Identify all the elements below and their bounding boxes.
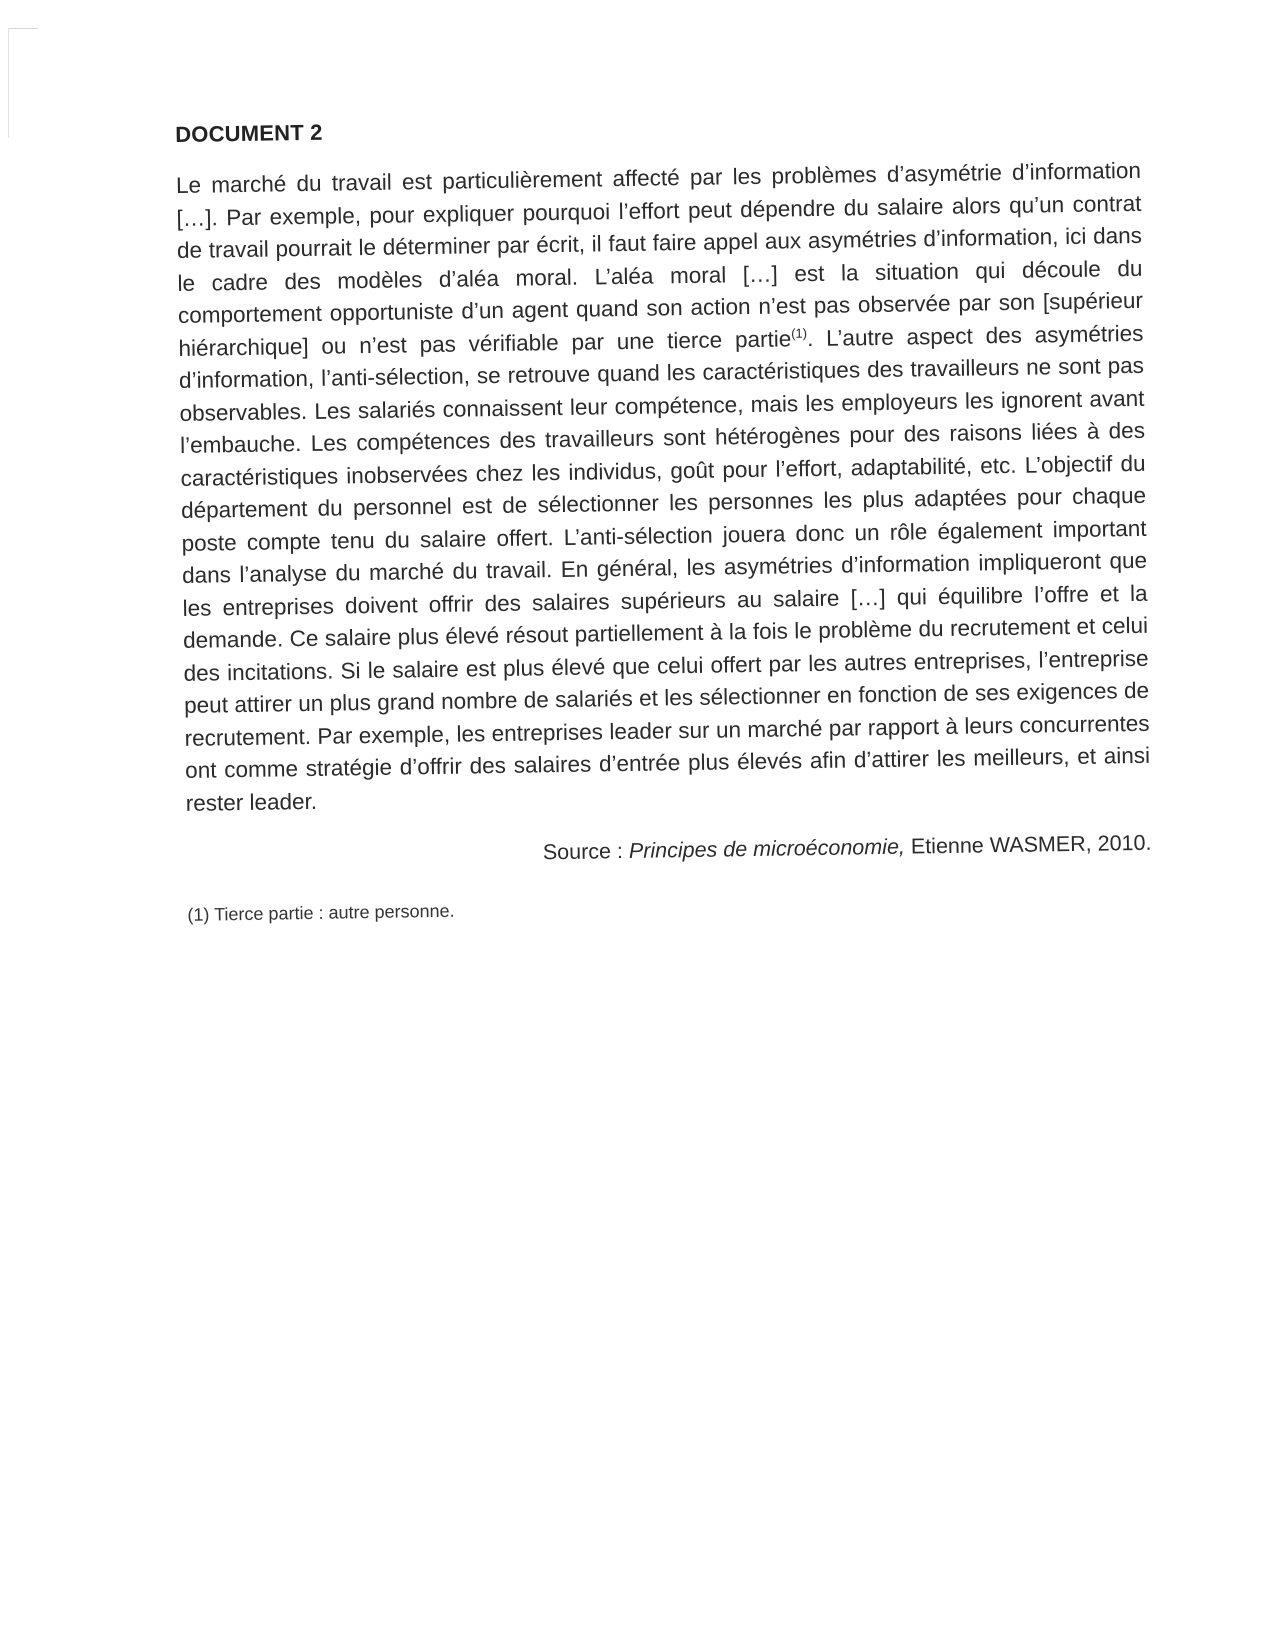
- scan-edge-mark: [8, 28, 38, 29]
- source-prefix: Source :: [542, 838, 630, 865]
- source-book-title: Principes de microéconomie,: [628, 834, 906, 863]
- body-text-part-1: Le marché du travail est particulièrement affecté par les problèmes d’asymétrie d’information […]. Par exemple, pour expliquer pourquoi l’effort peut dépendre du salaire alors qu’un contrat de travail pourrait le déterminer par écrit, il faut faire appel aux asymétries d’information, ici dans le cadre des modèles d’aléa moral. L’aléa moral […] est la situation qui découle du comportement opportuniste d’un agent quand son action n’est pas observée par son [supérieur hiérarchique] ou n’est pas vérifiable par une tierce partie: [175, 157, 1144, 361]
- body-text-part-2: . L’autre aspect des asymétries d’information, l’anti-sélection, se retrouve quand les caractéristiques des travailleurs ne sont pas observables. Les salariés connaissent leur compétence, mais les employeurs les ignorent avant l’embauche. Les compétences des travailleurs sont hétérogènes pour des raisons liées à des caractéristiques inobservées chez les individus, goût pour l’effort, adaptabilité, etc. L’objectif du département du personnel est de sélectionner les personnes les plus adaptées pour chaque poste compte tenu du salaire offert. L’anti-sélection jouera donc un rôle également important dans l’analyse du marché du travail. En général, les asymétries d’information impliqueront que les entreprises doivent offrir des salaires supérieurs au salaire […] qui équilibre l’offre et la demande. Ce salaire plus élevé résout partiellement à la fois le problème du recrutement et celui des incitations. Si le salaire est plus élevé que celui offert par les autres entreprises, l’entreprise peut attirer un plus grand nombre de salariés et les sélectionner en fonction de ses exigences de recrutement. Par exemple, les entreprises leader sur un marché par rapport à leurs concurrentes ont comme stratégie d’offrir des salaires d’entrée plus élevés afin d’attirer les meilleurs, et ainsi rester leader.: [178, 320, 1151, 816]
- document-body: [176, 155, 1151, 820]
- footnote-reference: (1): [791, 325, 808, 341]
- scan-edge-mark-vertical: [8, 28, 9, 138]
- source-author-year: Etienne WASMER, 2010.: [904, 830, 1152, 859]
- document-content: [175, 107, 1153, 926]
- document-title: DOCUMENT 2: [175, 119, 323, 147]
- source-citation: [186, 831, 1151, 871]
- footnote: (1) Tierce partie : autre personne.: [187, 900, 455, 925]
